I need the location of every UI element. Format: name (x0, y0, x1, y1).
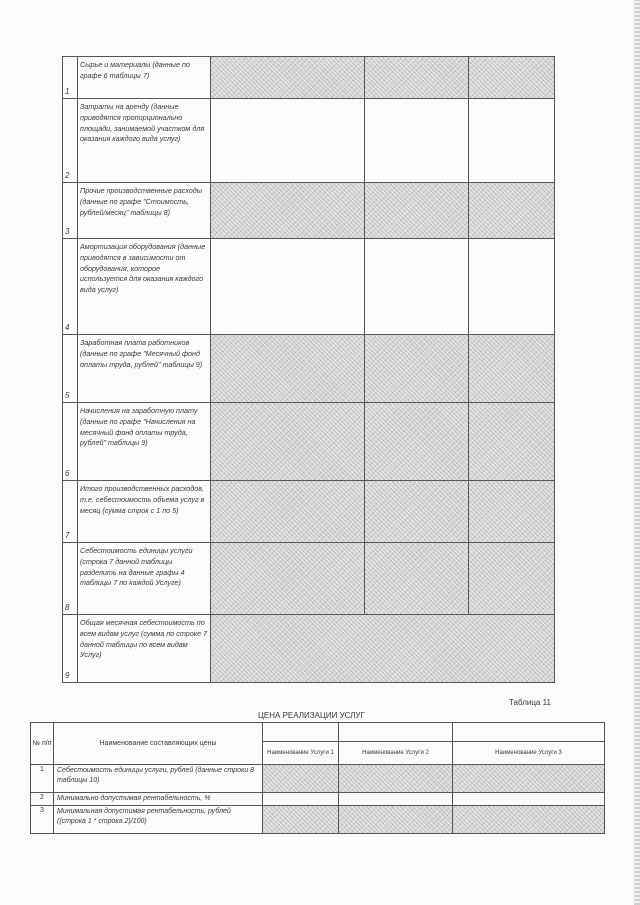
row-label: Начисления на заработную плату (данные по графе "Начисления на месячный фонд оплаты труда, рублей" таблицы 9) (78, 403, 211, 481)
header-row (31, 723, 605, 742)
row-number: 4 (63, 239, 78, 335)
table-row (63, 335, 555, 403)
value-cell (211, 239, 365, 335)
value-cell (469, 543, 555, 615)
table-row (63, 183, 555, 239)
row-number: 2 (31, 793, 54, 806)
table-number: Таблица 11 (509, 698, 551, 707)
row-label: Сырье и материалы (данные по графе 6 таблицы 7) (78, 57, 211, 99)
value-cell (469, 481, 555, 543)
table-row (63, 615, 555, 683)
value-cell (469, 183, 555, 239)
value-cell (365, 335, 469, 403)
value-cell (339, 806, 453, 834)
row-label: Минимальная допустимая рентабельность, рублей ((строка 1 * строка 2)/100) (54, 806, 263, 834)
row-number: 9 (63, 615, 78, 683)
value-cell (365, 543, 469, 615)
row-label: Себестоимость единицы услуги (строка 7 данной таблицы разделить на данные графы 4 таблицы 7 по каждой Услуге) (78, 543, 211, 615)
table-row (63, 239, 555, 335)
value-cell (453, 793, 605, 806)
value-cell (365, 239, 469, 335)
value-cell (211, 99, 365, 183)
row-label: Итого производственных расходов, т.е. себестоимость объема услуг в месяц (сумма строк с 1 по 5) (78, 481, 211, 543)
header-service-2: Наименование Услуги 2 (339, 742, 453, 765)
value-cell (365, 183, 469, 239)
value-cell (469, 57, 555, 99)
row-label: Амортизация оборудования (данные приводятся в зависимости от оборудования, которое используется для оказания каждого вида услуг) (78, 239, 211, 335)
value-cell (453, 765, 605, 793)
row-number: 5 (63, 335, 78, 403)
row-number: 2 (63, 99, 78, 183)
header-num: № п/п (31, 723, 54, 765)
value-cell (211, 543, 365, 615)
row-label: Заработная плата работников (данные по графе "Месячный фонд оплаты труда, рублей" таблицы 9) (78, 335, 211, 403)
value-cell (469, 335, 555, 403)
header-name: Наименование составляющих цены (54, 723, 263, 765)
row-number: 7 (63, 481, 78, 543)
header-blank (339, 723, 453, 742)
value-cell (211, 481, 365, 543)
row-label: Прочие производственные расходы (данные по графе "Стоимость, рублей/месяц" таблицы 8) (78, 183, 211, 239)
value-cell (339, 793, 453, 806)
value-cell (469, 239, 555, 335)
header-service-3: Наименование Услуги 3 (453, 742, 605, 765)
value-cell (469, 99, 555, 183)
table-title: ЦЕНА РЕАЛИЗАЦИИ УСЛУГ (258, 711, 365, 720)
value-cell (365, 403, 469, 481)
row-number: 3 (31, 806, 54, 834)
table-row (63, 481, 555, 543)
header-blank (453, 723, 605, 742)
table-row (63, 543, 555, 615)
header-service-1: Наименование Услуги 1 (263, 742, 339, 765)
table-row (31, 806, 605, 834)
merged-total-cell (211, 615, 555, 683)
cost-table (62, 56, 555, 683)
scan-page-edge (634, 0, 640, 905)
price-table (30, 722, 605, 834)
table-row (31, 765, 605, 793)
value-cell (365, 57, 469, 99)
value-cell (339, 765, 453, 793)
value-cell (365, 99, 469, 183)
value-cell (211, 403, 365, 481)
row-number: 1 (31, 765, 54, 793)
table-row (63, 57, 555, 99)
value-cell (453, 806, 605, 834)
header-blank (263, 723, 339, 742)
value-cell (263, 765, 339, 793)
value-cell (469, 403, 555, 481)
row-label: Минимально допустимая рентабельность, % (54, 793, 263, 806)
row-number: 8 (63, 543, 78, 615)
value-cell (211, 183, 365, 239)
row-label: Себестоимость единицы услуги, рублей (данные строки 8 таблицы 10) (54, 765, 263, 793)
row-label: Общая месячная себестоимость по всем видам услуг (сумма по строке 7 данной таблицы по всем видам Услуг) (78, 615, 211, 683)
row-number: 1 (63, 57, 78, 99)
table-row (63, 403, 555, 481)
value-cell (365, 481, 469, 543)
table-row (31, 793, 605, 806)
value-cell (263, 806, 339, 834)
row-number: 3 (63, 183, 78, 239)
value-cell (211, 57, 365, 99)
row-number: 6 (63, 403, 78, 481)
value-cell (211, 335, 365, 403)
row-label: Затраты на аренду (данные приводятся пропорционально площади, занимаемой участком для оказания каждого вида услуг) (78, 99, 211, 183)
value-cell (263, 793, 339, 806)
table-row (63, 99, 555, 183)
